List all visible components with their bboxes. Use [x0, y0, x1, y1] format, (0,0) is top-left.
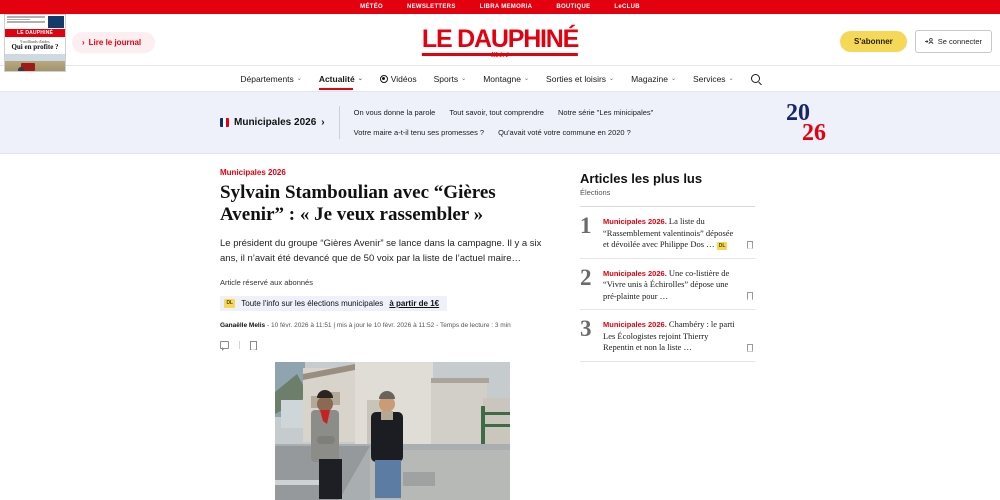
- most-read-sidebar: [580, 168, 755, 500]
- nav-item-magazine[interactable]: [631, 69, 676, 89]
- bookmark-icon[interactable]: [747, 344, 753, 352]
- login-label: Se connecter: [937, 37, 982, 46]
- subscribers-only-label: Article réservé aux abonnés: [220, 278, 313, 288]
- most-read-text: [603, 216, 755, 250]
- nav-item-videos[interactable]: [380, 69, 417, 89]
- rank-number: 1: [580, 213, 592, 239]
- rank-number: 3: [580, 316, 592, 342]
- read-paper-button[interactable]: [72, 32, 155, 53]
- item-title: Une co-listière de “Vivre unis à Échirolles” dépose une pré-plainte pour …: [603, 267, 730, 301]
- comment-icon[interactable]: [220, 341, 229, 349]
- chevron-right-icon: ›: [321, 117, 325, 128]
- elections-banner-title[interactable]: [220, 117, 339, 128]
- most-read-item-2[interactable]: [580, 259, 755, 310]
- topbar-link-boutique[interactable]: BOUTIQUE: [556, 4, 591, 10]
- article-standfirst: Le président du groupe “Gières Avenir” se lance dans la campagne. Il y a six ans, il n’avait été devancé que de 50 voix par la liste de l’actuel maire…: [220, 237, 542, 264]
- item-tag: Municipales 2026.: [603, 217, 667, 227]
- masthead-actions: [840, 30, 992, 53]
- article-column: [220, 168, 550, 500]
- thumb-headline: [5, 37, 65, 54]
- top-utility-bar: [0, 0, 1000, 14]
- sidebar-title: Articles les plus lus: [580, 171, 703, 186]
- site-logo-text: LE DAUPHINÉ: [422, 25, 578, 56]
- banner-link-vote-2020[interactable]: Qu'avait voté votre commune en 2020 ?: [498, 128, 631, 137]
- article-photo: [275, 362, 510, 500]
- bookmark-icon[interactable]: [747, 292, 753, 300]
- site-logo-sub: libéré: [491, 51, 509, 59]
- nav-item-montagne[interactable]: [483, 69, 529, 89]
- banner-link-promesses[interactable]: Votre maire a-t-il tenu ses promesses ?: [353, 128, 485, 137]
- most-read-item-1[interactable]: [580, 207, 755, 258]
- article-actions: [220, 341, 550, 350]
- thumb-headlines: [5, 15, 47, 29]
- site-logo-main: [422, 27, 578, 52]
- nav-label: Montagne: [483, 73, 522, 84]
- item-tag: Municipales 2026.: [603, 320, 667, 330]
- nav-item-sorties-et-loisirs[interactable]: [546, 69, 614, 89]
- divider: [239, 341, 240, 349]
- logo-2026: [784, 98, 840, 144]
- search-icon[interactable]: [751, 74, 760, 83]
- logo-2026-top: 20: [786, 100, 810, 126]
- main-navigation: [0, 66, 1000, 92]
- thumb-line: [7, 16, 45, 18]
- topbar-links: [360, 4, 640, 10]
- nav-item-actualite[interactable]: [319, 69, 363, 89]
- elections-banner-row-2: [354, 128, 780, 137]
- article-author[interactable]: Ganaëlle Melis: [220, 321, 266, 329]
- chevron-down-icon: ⌄: [461, 76, 467, 82]
- nav-label: Départements: [240, 73, 294, 84]
- chevron-down-icon: ⌄: [728, 76, 734, 82]
- subscribe-button[interactable]: S'abonner: [840, 31, 907, 52]
- article-photo-image: [275, 362, 510, 500]
- masthead: [0, 14, 1000, 66]
- banner-link-tout-savoir[interactable]: Tout savoir, tout comprendre: [449, 108, 544, 117]
- most-read-text: [603, 268, 755, 302]
- banner-link-notre-serie[interactable]: Notre série "Les minicipales": [557, 108, 654, 117]
- nav-label: Services: [692, 73, 726, 84]
- elections-banner-title-text: Municipales 2026: [234, 117, 317, 128]
- article-byline-meta: - 10 févr. 2026 à 11:51 | mis à jour le 10 févr. 2026 à 11:52 - Temps de lecture : 3 min: [265, 321, 511, 329]
- topbar-link-leclub[interactable]: LeCLUB: [614, 4, 640, 10]
- elections-banner: [0, 92, 1000, 154]
- subscription-promo-text: Toute l'info sur les élections municipales: [241, 298, 384, 308]
- nav-item-departements[interactable]: [240, 69, 301, 89]
- chevron-down-icon: ⌄: [357, 76, 363, 82]
- topbar-link-libra-memoria[interactable]: LIBRA MEMORIA: [479, 4, 533, 10]
- newspaper-front-page-thumbnail[interactable]: [4, 14, 66, 72]
- login-button[interactable]: [915, 30, 992, 53]
- site-logo[interactable]: [422, 27, 578, 59]
- article-headline: Sylvain Stamboulian avec “Gières Avenir” : « Je veux rassembler »: [220, 182, 496, 226]
- most-read-item-3[interactable]: [580, 310, 755, 361]
- item-tag: Municipales 2026.: [603, 268, 667, 278]
- most-read-text: [603, 319, 755, 353]
- thumb-logo: LE DAUPHINÉ: [5, 29, 65, 37]
- thumb-headline-text: Qui en profite ?: [11, 43, 59, 52]
- bookmark-icon[interactable]: [250, 341, 257, 350]
- thumb-top-strip: [5, 15, 65, 29]
- article-byline: [220, 322, 550, 329]
- elections-banner-inner: [220, 92, 826, 153]
- tractor-icon: [21, 63, 35, 71]
- thumb-kicker: 9 milliards d'aides: [20, 39, 50, 44]
- chevron-right-icon: ›: [82, 37, 85, 47]
- person-arrow-icon: [925, 37, 934, 46]
- topbar-link-newsletters[interactable]: NEWSLETTERS: [406, 4, 456, 10]
- thumb-blue-box: [48, 16, 64, 28]
- sidebar-subtitle: Élections: [580, 188, 611, 198]
- banner-link-parole[interactable]: On vous donne la parole: [353, 108, 436, 117]
- nav-label: Sorties et loisirs: [546, 73, 607, 84]
- video-circle-icon: [380, 75, 388, 83]
- rank-number: 2: [580, 264, 592, 290]
- item-title: La liste du “Rassemblement valentinois” déposée et dévoilée avec Philippe Dos …: [603, 216, 734, 250]
- nav-item-services[interactable]: [693, 69, 734, 89]
- chevron-down-icon: ⌄: [670, 76, 676, 82]
- nav-label: Sports: [433, 73, 459, 84]
- logo-2026-bottom: 26: [802, 120, 826, 144]
- article-kicker[interactable]: Municipales 2026: [220, 168, 286, 177]
- nav-label: Vidéos: [390, 73, 417, 84]
- nav-item-sports[interactable]: [434, 69, 467, 89]
- item-title: Chambéry : le parti Les Écologistes rejoint Thierry Repentin et non la liste …: [603, 319, 735, 353]
- subscription-promo-banner[interactable]: [220, 296, 447, 311]
- topbar-link-meteo[interactable]: MÉTÉO: [360, 4, 383, 10]
- dl-badge-icon: DL: [224, 299, 235, 308]
- subscription-promo-link[interactable]: à partir de 1€: [389, 298, 440, 308]
- chevron-down-icon: ⌄: [296, 76, 302, 82]
- content-area: [220, 154, 780, 500]
- thumb-line: [7, 19, 30, 21]
- chevron-down-icon: ⌄: [524, 76, 530, 82]
- elections-banner-row-1: [354, 108, 780, 117]
- chevron-down-icon: ⌄: [609, 76, 615, 82]
- read-paper-label: Lire le journal: [88, 38, 142, 47]
- elections-banner-links: [340, 108, 780, 137]
- dl-badge-icon: DL: [718, 243, 726, 250]
- french-flag-icon: [220, 118, 229, 127]
- nav-label: Magazine: [631, 73, 668, 84]
- bookmark-icon[interactable]: [747, 241, 753, 249]
- thumb-photo: [5, 54, 65, 72]
- thumb-line: [7, 21, 45, 23]
- nav-label: Actualité: [318, 73, 355, 84]
